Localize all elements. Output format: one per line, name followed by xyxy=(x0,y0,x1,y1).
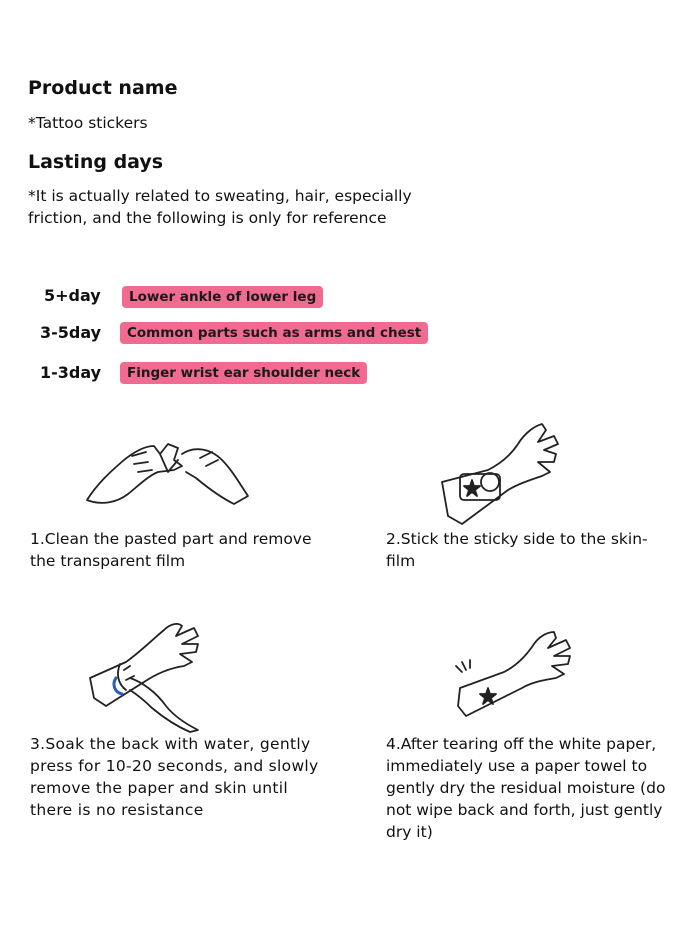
hand-pressing-wet-paper-icon xyxy=(90,624,198,732)
step-4-text: 4.After tearing off the white paper, immediately use a paper towel to gently dry the residual moisture (do not wipe back and forth, just gently dry it) xyxy=(386,735,666,841)
body-part-tag: Common parts such as arms and chest xyxy=(120,322,428,344)
hands-peeling-film-icon xyxy=(82,432,252,512)
body-part-tag: Lower ankle of lower leg xyxy=(122,286,323,308)
product-name-value: *Tattoo stickers xyxy=(28,114,148,132)
duration-label: 1-3day xyxy=(40,363,102,382)
duration-label: 5+day xyxy=(44,286,101,305)
step-2-text: 2.Stick the sticky side to the skin-film xyxy=(386,530,648,570)
lasting-days-note: *It is actually related to sweating, hair, especially friction, and the following is only for reference xyxy=(28,187,412,227)
duration-label: 3-5day xyxy=(40,323,102,342)
lasting-days-heading: Lasting days xyxy=(28,151,164,173)
product-name-heading: Product name xyxy=(28,77,178,99)
step-3-text: 3.Soak the back with water, gently press for 10-20 seconds, and slowly remove the paper and skin until there is no resistance xyxy=(30,735,319,819)
hand-sticker-on-wrist-icon xyxy=(442,424,558,524)
step-1-text: 1.Clean the pasted part and remove the transparent film xyxy=(30,530,312,570)
body-part-tag: Finger wrist ear shoulder neck xyxy=(120,362,367,384)
hand-star-tattoo-icon xyxy=(456,632,570,716)
